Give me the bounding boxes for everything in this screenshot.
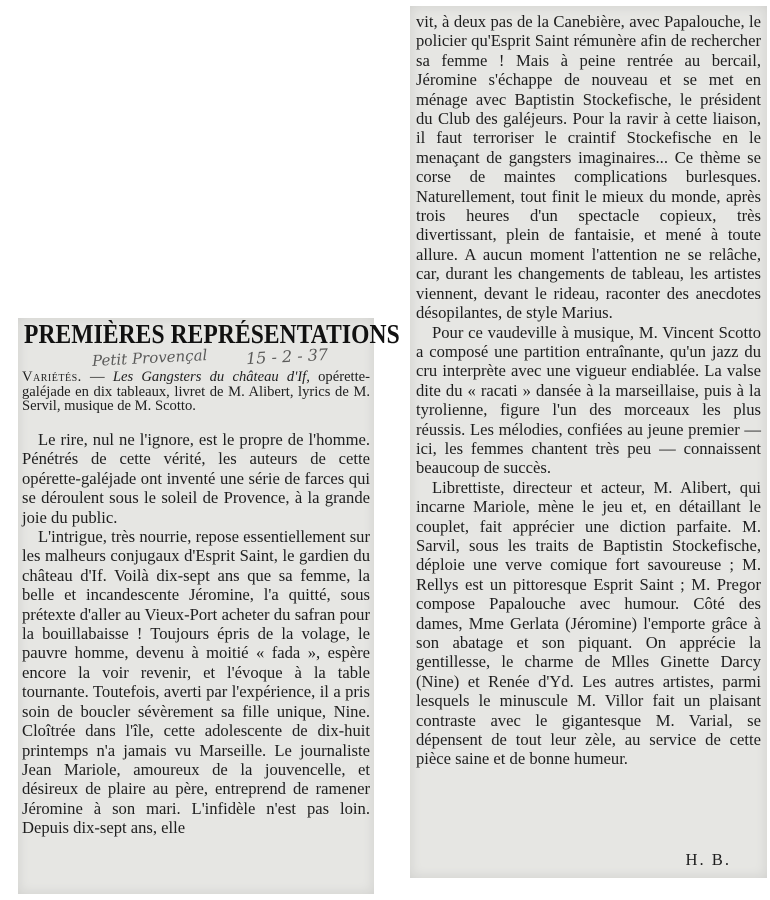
caption-title: Les Gangsters du château d'If,: [112, 369, 310, 385]
caption-details: opérette-galéjade en dix tableaux, livret de M. Alibert, lyrics de M. Servil, musique de M. Scotto.: [22, 369, 370, 415]
handwritten-date-note: 15 - 2 - 37: [245, 344, 329, 369]
paragraph: Pour ce vaudeville à musique, M. Vincent Scotto a composé une partition entraînante, qu'un jazz du cru interprète avec une vigueur endiablée. La valse dite du « racati » dansée à la marseillaise, puis à la tyrolienne, figure l'un des morceaux les plus réussis. Les mélodies, confiées au jeune premier — ici, les femmes chantent très peu — connaissent beaucoup de succès.: [416, 322, 761, 478]
paragraph: Librettiste, directeur et acteur, M. Alibert, qui incarne Mariole, mène le jeu et, en détaillant le couplet, fait apprécier une diction parfaite. M. Sarvil, sous les traits de Baptistin Stockefische, déploie une verve comique fort savoureuse ; M. Rellys est un pittoresque Esprit Saint ; M. Pregor compose Papalouche avec humour. Côté des dames, Mme Gerlata (Jéromine) l'emporte grâce à son abatage et son piquant. On apprécie la gentillesse, le charme de Mlles Ginette Darcy (Nine) et Renée d'Yd. Les autres artistes, parmi lesquels le minuscule M. Villor fait un plaisant contraste avec le gigantesque M. Varial, se dépensent de tout leur zèle, au service de cette pièce saine et de bonne humeur.: [416, 477, 761, 769]
paragraph-continued: vit, à deux pas de la Canebière, avec Papalouche, le policier qu'Esprit Saint rémunère afin de rechercher sa femme ! Mais à peine rentrée au bercail, Jéromine s'échappe de nouveau et se met en ménage avec Baptistin Stockefische, le président du Club des galéjeurs. Pour la ravir à cette liaison, il faut terroriser le craintif Stockefische en le menaçant de gangsters imaginaires... Ce thème se corse de maintes complications burlesques. Naturellement, tout finit le mieux du monde, après trois heures d'un spectacle copieux, très divertissant, plein de fantaisie, et mené à toute allure. A aucun moment l'attention ne se relâche, car, durant les changements de tableau, les artistes viennent, devant le rideau, raconter des anecdotes désopilantes, de style Marius.: [416, 12, 761, 323]
paragraph: Le rire, nul ne l'ignore, est le propre de l'homme. Pénétrés de cette vérité, les auteurs de cette opérette-galéjade ont inventé une série de farces qui se déroulent sous le soleil de Provence, à la grande joie du public.: [22, 430, 370, 527]
left-column-body: [22, 430, 370, 838]
clipping-right-column: [410, 6, 767, 878]
handwritten-source-note: Petit Provençal: [91, 345, 208, 371]
caption-dash: —: [81, 369, 113, 385]
author-signature: H. B.: [685, 850, 731, 869]
article-heading: PREMIÈRES REPRÉSENTATIONS: [24, 320, 400, 350]
paragraph: L'intrigue, très nourrie, repose essentiellement sur les malheurs conjugaux d'Esprit Saint, le gardien du château d'If. Voilà dix-sept ans que sa femme, la belle et incandescente Jéromine, l'a quitté, sous prétexte d'aller au Vieux-Port acheter du safran pour la bouillabaisse ! Toujours épris de la volage, le pauvre homme, devenu à moitié « fada », espère encore la voir revenir, et l'évoque à la table tournante. Toutefois, averti par l'expérience, il a pris soin de boucler sévèrement sa fille unique, Nine. Cloîtrée dans l'île, cette adolescente de dix-huit printemps n'a jamais vu Marseille. Le journaliste Jean Mariole, amoureux de la jouvencelle, et désireux de plaire au père, entreprend de ramener Jéromine à son mari. L'infidèle n'est pas loin. Depuis dix-sept ans, elle: [22, 527, 370, 838]
clipping-left-column: [18, 318, 400, 894]
right-column-body: [416, 12, 761, 769]
article-caption: [22, 370, 370, 414]
caption-category: Variétés.: [22, 369, 82, 385]
